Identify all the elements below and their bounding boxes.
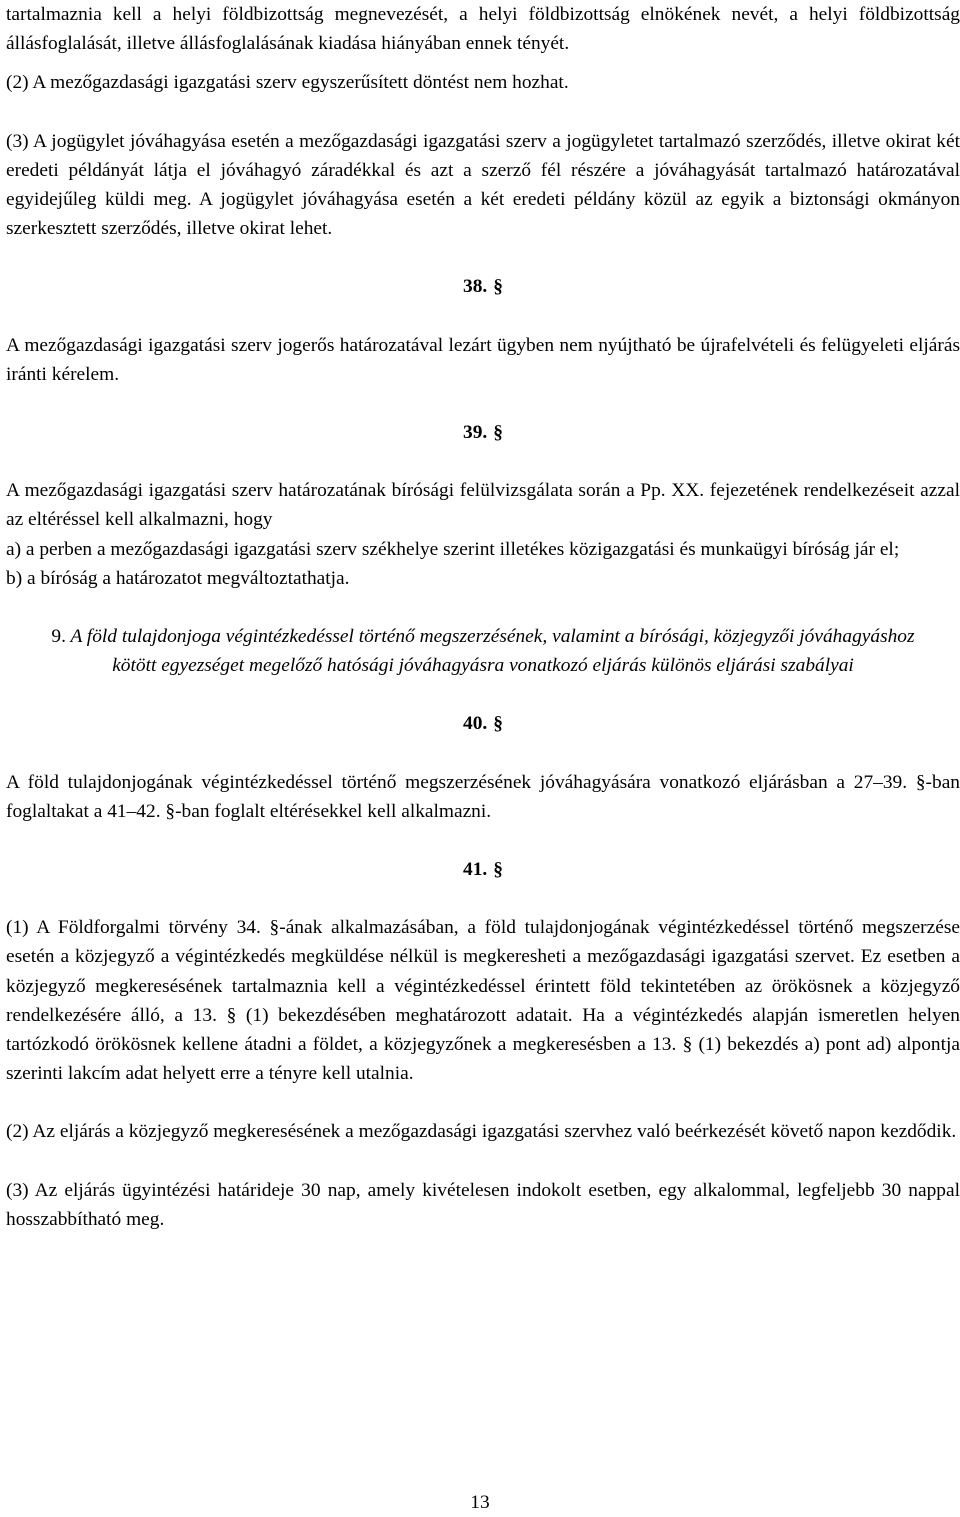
section-38-heading: [6, 272, 960, 301]
section-number: 38.: [463, 276, 488, 298]
chapter-9-title: [6, 622, 960, 680]
paragraph-3: (3) A jogügylet jóváhagyása esetén a mezőgazdasági igazgatási szerv a jogügyletet tartalmazó szerződés, illetve okirat két eredeti példányát látja el jóváhagyó záradékkal és azt a szerző fél részére a jóváhagyását tartalmazó határozatával egyidejűleg küldi meg. A jogügylet jóváhagyása esetén a két eredeti példány közül az egyik a biztonsági okmányon szerkesztett szerződés, illetve okirat lehet.: [6, 130, 960, 240]
section-number: 40.: [463, 713, 488, 735]
section-39-item-a: a) a perben a mezőgazdasági igazgatási szerv székhelye szerint illetékes közigazgatási és munkaügyi bíróság jár el;: [6, 538, 900, 560]
section-40-text: A föld tulajdonjogának végintézkedéssel történő megszerzésének jóváhagyására vonatkozó eljárásban a 27–39. §-ban foglaltakat a 41–42. §-ban foglalt eltérésekkel kell alkalmazni.: [6, 771, 960, 822]
section-39-intro: A mezőgazdasági igazgatási szerv határozatának bírósági felülvizsgálata során a Pp. XX. fejezetének rendelkezéseit azzal az eltéréssel kell alkalmazni, hogy: [6, 480, 960, 531]
section-41-paragraph-3: (3) Az eljárás ügyintézési határideje 30 nap, amely kivételesen indokolt esetben, egy alkalommal, legfeljebb 30 nappal hosszabbítható meg.: [6, 1179, 960, 1230]
section-symbol: §: [493, 859, 503, 881]
section-40-heading: [6, 709, 960, 738]
section-number: 39.: [463, 422, 488, 444]
section-41-paragraph-1: (1) A Földforgalmi törvény 34. §-ának alkalmazásában, a föld tulajdonjogának végintézkedéssel történő megszerzése esetén a közjegyző a végintézkedés megküldése nélkül is megkeresheti a mezőgazdasági igazgatási szervet. Ez esetben a közjegyző megkeresésének tartalmaznia kell a végintézkedéssel érintett föld tekintetében az örökösnek a közjegyző rendelkezésére álló, a 13. § (1) bekezdésében meghatározott adatait. Ha a végintézkedés alapján ismeretlen helyen tartózkodó örökösnek kellene átadni a földet, a közjegyzőnek a megkeresésben a 13. § (1) bekezdés a) pont ad) alpontja szerinti lakcím adat helyett erre a tényre kell utalnia.: [6, 917, 960, 1085]
section-41-paragraph-2: (2) Az eljárás a közjegyző megkeresésének a mezőgazdasági igazgatási szervhez való beérkezését követő napon kezdődik.: [6, 1121, 957, 1143]
section-39-heading: [6, 418, 960, 447]
page-number: 13: [470, 1492, 490, 1513]
document-page: [6, 0, 960, 1234]
section-number: 41.: [463, 859, 488, 881]
section-symbol: §: [493, 276, 503, 298]
section-symbol: §: [493, 713, 503, 735]
section-38-text: A mezőgazdasági igazgatási szerv jogerős határozatával lezárt ügyben nem nyújtható be újrafelvételi és felügyeleti eljárás iránti kérelem.: [6, 334, 960, 385]
paragraph-continued: tartalmaznia kell a helyi földbizottság megnevezését, a helyi földbizottság elnökének nevét, a helyi földbizottság állásfoglalását, illetve állásfoglalásának kiadása hiányában ennek tényét.: [6, 4, 960, 55]
section-39-item-b: b) a bíróság a határozatot megváltoztathatja.: [6, 567, 350, 589]
chapter-number: 9.: [51, 626, 66, 648]
paragraph-2: (2) A mezőgazdasági igazgatási szerv egyszerűsített döntést nem hozhat.: [6, 72, 569, 94]
section-41-heading: [6, 855, 960, 884]
section-symbol: §: [493, 422, 503, 444]
chapter-title-text: A föld tulajdonjoga végintézkedéssel történő megszerzésének, valamint a bírósági, közjegyzői jóváhagyáshoz kötött egyezséget megelőző hatósági jóváhagyásra vonatkozó eljárás különös eljárási szabályai: [70, 626, 915, 677]
